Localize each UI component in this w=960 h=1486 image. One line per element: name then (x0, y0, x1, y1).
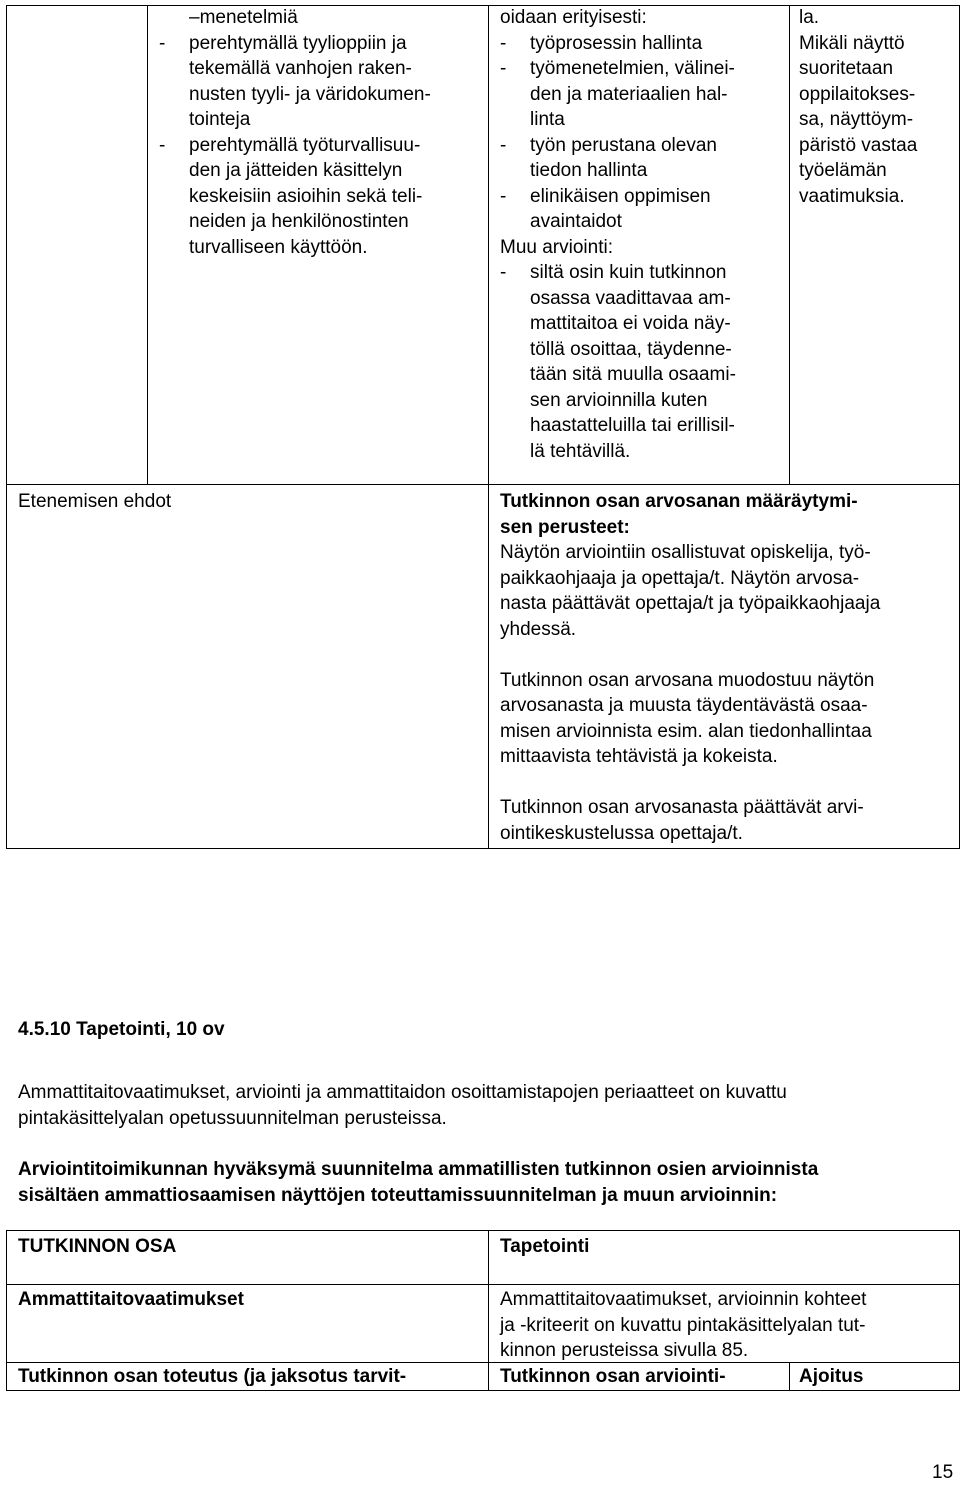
cell-lead: oidaan erityisesti: (500, 7, 647, 28)
assessment-label: Tutkinnon osan arviointi- (500, 1366, 726, 1387)
list-item: - perehtymällä työturvallisuu- den ja jätteiden käsittelyn keskeisiin asioihin sekä teli- neiden ja henkilönostinten turvalliseen käyttöön. (159, 134, 423, 258)
list-item: - työn perustana olevan tiedon hallinta (500, 134, 717, 181)
table-border (789, 5, 790, 485)
implementation-label: Tutkinnon osan toteutus (ja jaksotus tarvit- (18, 1366, 407, 1387)
paragraph: Tutkinnon osan arvosana muodostuu näytön (500, 669, 875, 691)
unit-label: TUTKINNON OSA (18, 1236, 177, 1257)
table-border (147, 5, 148, 485)
list-item: - työmenetelmien, välinei- den ja materiaalien hal- linta (500, 58, 735, 130)
table-border (488, 5, 489, 849)
intro-paragraph: Ammattitaitovaatimukset, arviointi ja ammattitaidon osoittamistapojen periaatteet on kuvattu pintakäsittelyalan opetussuunnitelman perusteissa. (18, 1082, 787, 1129)
right-cell: la. Mikäli näyttö suoritetaan oppilaitokses- sa, näyttöym- päristö vastaa työelämän vaatimuksia. (799, 7, 918, 207)
table-border (6, 5, 7, 849)
middle-cell (500, 5, 786, 464)
table-border (6, 1230, 7, 1391)
table-border (6, 1284, 960, 1285)
section-heading: 4.5.10 Tapetointi, 10 ov (18, 1019, 225, 1040)
table-border (488, 1230, 489, 1391)
table-border (6, 848, 960, 849)
timing-label: Ajoitus (799, 1366, 864, 1387)
left-cell (159, 5, 485, 260)
progress-label: Etenemisen ehdot (18, 491, 172, 512)
grading-cell: Tutkinnon osan arvosanan määräytymi- sen perusteet: Näytön arviointiin osallistuvat opiskelija, työ- paikkaohjaaja ja opettaja/t. Näytön arvosa- nasta päättävät opettaja/t ja työpaikkaohjaaja yhdessä. Tutkinnon osan arvosana muodostuu näytön arvosanasta ja muusta täydentävästä osaa- misen arvioinnista esim. alan tiedonhallintaa mittaavista tehtävistä ja kokeista. Tutkinnon osan arvosanasta päättävät arvi- ointikeskustelussa opettaja/t. (500, 489, 956, 846)
muu-heading: Muu arviointi: (500, 236, 613, 258)
paragraph: Tutkinnon osan arvosanasta päättävät arvi- (500, 797, 864, 818)
list-item: - työprosessin hallinta (500, 32, 703, 54)
list-item: - elinikäisen oppimisen avaintaidot (500, 185, 711, 232)
paragraph: Näytön arviointiin osallistuvat opiskelija, työ- (500, 542, 871, 563)
bold-intro-paragraph: Arviointitoimikunnan hyväksymä suunnitelma ammatillisten tutkinnon osien arvioinnista sisältäen ammattiosaamisen näyttöjen toteuttamissuunnitelman ja muun arvioinnin: (18, 1159, 819, 1206)
list-item: - perehtymällä tyylioppiin ja tekemällä vanhojen raken- nusten tyyli- ja väridokumen- tointeja (159, 32, 431, 130)
table-border (6, 1390, 960, 1391)
grading-heading: Tutkinnon osan arvosanan määräytymi- (500, 491, 858, 512)
cell-lead: –menetelmiä (189, 7, 298, 28)
requirements-label: Ammattitaitovaatimukset (18, 1289, 244, 1310)
table-border (789, 1362, 790, 1391)
page-number: 15 (932, 1462, 954, 1483)
requirements-value: Ammattitaitovaatimukset, arvioinnin kohteet ja -kriteerit on kuvattu pintakäsittelyalan tut- kinnon perusteissa sivulla 85. (500, 1289, 867, 1361)
table-border (6, 484, 960, 485)
list-item: - siltä osin kuin tutkinnon osassa vaadittavaa am- mattitaitoa ei voida näy- töllä osoittaa, täydenne- tään sitä muulla osaami- sen arvioinnilla kuten haastatteluilla tai erillisil- lä tehtävillä. (500, 262, 736, 462)
table-border (6, 1230, 960, 1231)
unit-value: Tapetointi (500, 1236, 590, 1257)
